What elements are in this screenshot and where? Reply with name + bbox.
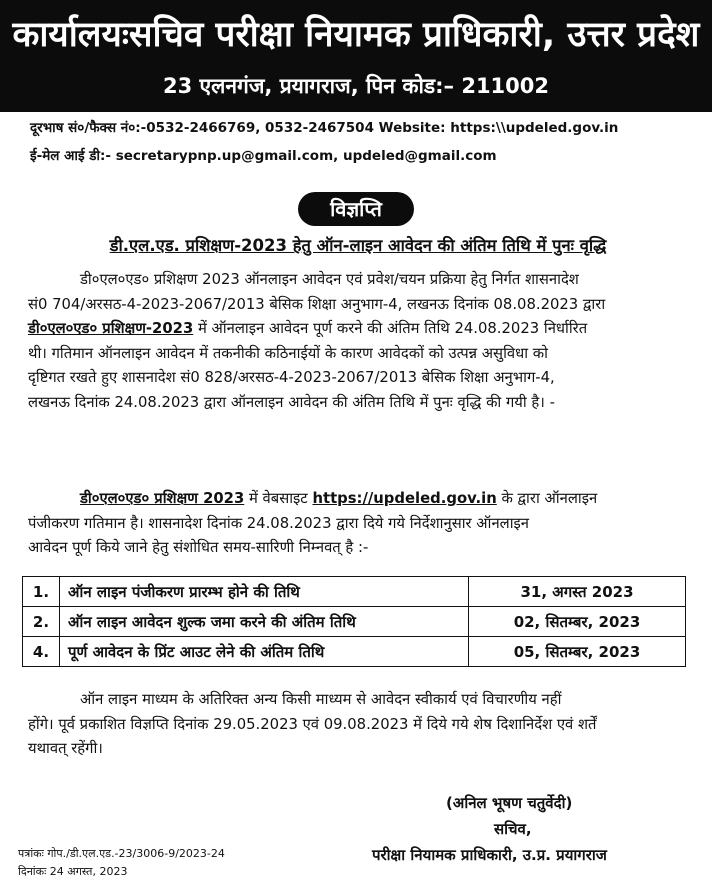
paragraph-2-line-1-mid: में वेबसाइट <box>244 490 313 507</box>
paragraph-1-line-5: दृष्टिगत रखते हुए शासनादेश सं0 828/अरसठ-4-2023-2067/2013 बेसिक शिक्षा अनुभाग-4, <box>28 369 555 387</box>
paragraph-1-line-3 <box>28 317 686 342</box>
row-date: 05, सितम्बर, 2023 <box>469 637 686 667</box>
schedule-table <box>22 576 686 667</box>
paragraph-2-line-3: आवेदन पूर्ण किये जाने हेतु संशोधित समय-सारिणी निम्नवत् है :- <box>28 539 369 557</box>
contact-phone-line: दूरभाष सं०/फैक्स नं०:-0532-2466769, 0532-2467504 Website: https:\\updeled.gov.in <box>30 120 619 136</box>
paragraph-3 <box>28 688 686 762</box>
website-link[interactable]: https://updeled.gov.in <box>312 490 497 507</box>
row-event: ऑन लाइन आवेदन शुल्क जमा करने की अंतिम तिथि <box>60 607 469 637</box>
row-number: 2. <box>23 607 60 637</box>
table-row <box>23 607 686 637</box>
letter-reference-number: पत्रांकः गोप./डी.एल.एड.-23/3006-9/2023-24 <box>18 847 225 860</box>
signatory-designation: सचिव, <box>494 820 532 838</box>
course-name-bold: डी०एल०एड० प्रशिक्षण-2023 <box>28 320 194 338</box>
notice-label: विज्ञप्ति <box>298 192 414 226</box>
table-row <box>23 577 686 607</box>
contact-email-line: ई-मेल आई डी:- secretarypnp.up@gmail.com, updeled@gmail.com <box>30 148 497 164</box>
notice-subject: डी.एल.एड. प्रशिक्षण-2023 हेतु ऑन-लाइन आवेदन की अंतिम तिथि में पुनः वृद्धि <box>109 236 607 255</box>
paragraph-3-line-3: यथावत् रहेंगी। <box>28 740 103 758</box>
paragraph-2-line-1-rest: के द्वारा ऑनलाइन <box>496 490 598 507</box>
paragraph-1-line-2: सं0 704/अरसठ-4-2023-2067/2013 बेसिक शिक्षा अनुभाग-4, लखनऊ दिनांक 08.08.2023 द्वारा <box>28 295 606 313</box>
row-number: 1. <box>23 577 60 607</box>
row-date: 02, सितम्बर, 2023 <box>469 607 686 637</box>
signatory-name: (अनिल भूषण चतुर्वेदी) <box>446 794 573 812</box>
course-name-bold-2: डी०एल०एड० प्रशिक्षण 2023 <box>80 490 245 507</box>
paragraph-1 <box>28 268 686 416</box>
paragraph-3-line-1: ऑन लाइन माध्यम के अतिरिक्त अन्य किसी माध्यम से आवेदन स्वीकार्य एवं विचारणीय नहीं <box>80 691 562 708</box>
paragraph-1-line-1: डी०एल०एड० प्रशिक्षण 2023 ऑनलाइन आवेदन एवं प्रवेश/चयन प्रक्रिया हेतु निर्गत शासनादेश <box>80 271 579 288</box>
office-address: 23 एलनगंज, प्रयागराज, पिन कोड:– 211002 <box>162 74 550 98</box>
row-number: 4. <box>23 637 60 667</box>
paragraph-1-line-4: थी। गतिमान ऑनलाइन आवेदन में तकनीकी कठिनाईयों के कारण आवेदकों को उत्पन्न असुविधा को <box>28 344 548 362</box>
letter-date: दिनांकः 24 अगस्त, 2023 <box>18 865 128 878</box>
office-title: कार्यालयःसचिव परीक्षा नियामक प्राधिकारी, उत्तर प्रदेश <box>12 15 700 55</box>
paragraph-2-line-1 <box>28 487 686 512</box>
letterhead-banner <box>0 0 712 112</box>
row-event: ऑन लाइन पंजीकरण प्रारम्भ होने की तिथि <box>60 577 469 607</box>
paragraph-2-line-2: पंजीकरण गतिमान है। शासनादेश दिनांक 24.08.2023 द्वारा दिये गये निर्देशानुसार ऑनलाइन <box>28 514 529 532</box>
row-event: पूर्ण आवेदन के प्रिंट आउट लेने की अंतिम तिथि <box>60 637 469 667</box>
signatory-office: परीक्षा नियामक प्राधिकारी, उ.प्र. प्रयागराज <box>372 846 607 864</box>
paragraph-1-line-3-rest: में ऑनलाइन आवेदन पूर्ण करने की अंतिम तिथि 24.08.2023 निर्धारित <box>193 320 588 338</box>
paragraph-1-line-6: लखनऊ दिनांक 24.08.2023 द्वारा ऑनलाइन आवेदन की अंतिम तिथि में पुनः वृद्धि की गयी है। - <box>28 393 555 411</box>
paragraph-2 <box>28 487 686 561</box>
paragraph-3-line-2: होंगे। पूर्व प्रकाशित विज्ञप्ति दिनांक 29.05.2023 एवं 09.08.2023 में दिये गये शेष दिशानिर्देश एवं शर्तें <box>28 715 597 733</box>
row-date: 31, अगस्त 2023 <box>469 577 686 607</box>
table-row <box>23 637 686 667</box>
